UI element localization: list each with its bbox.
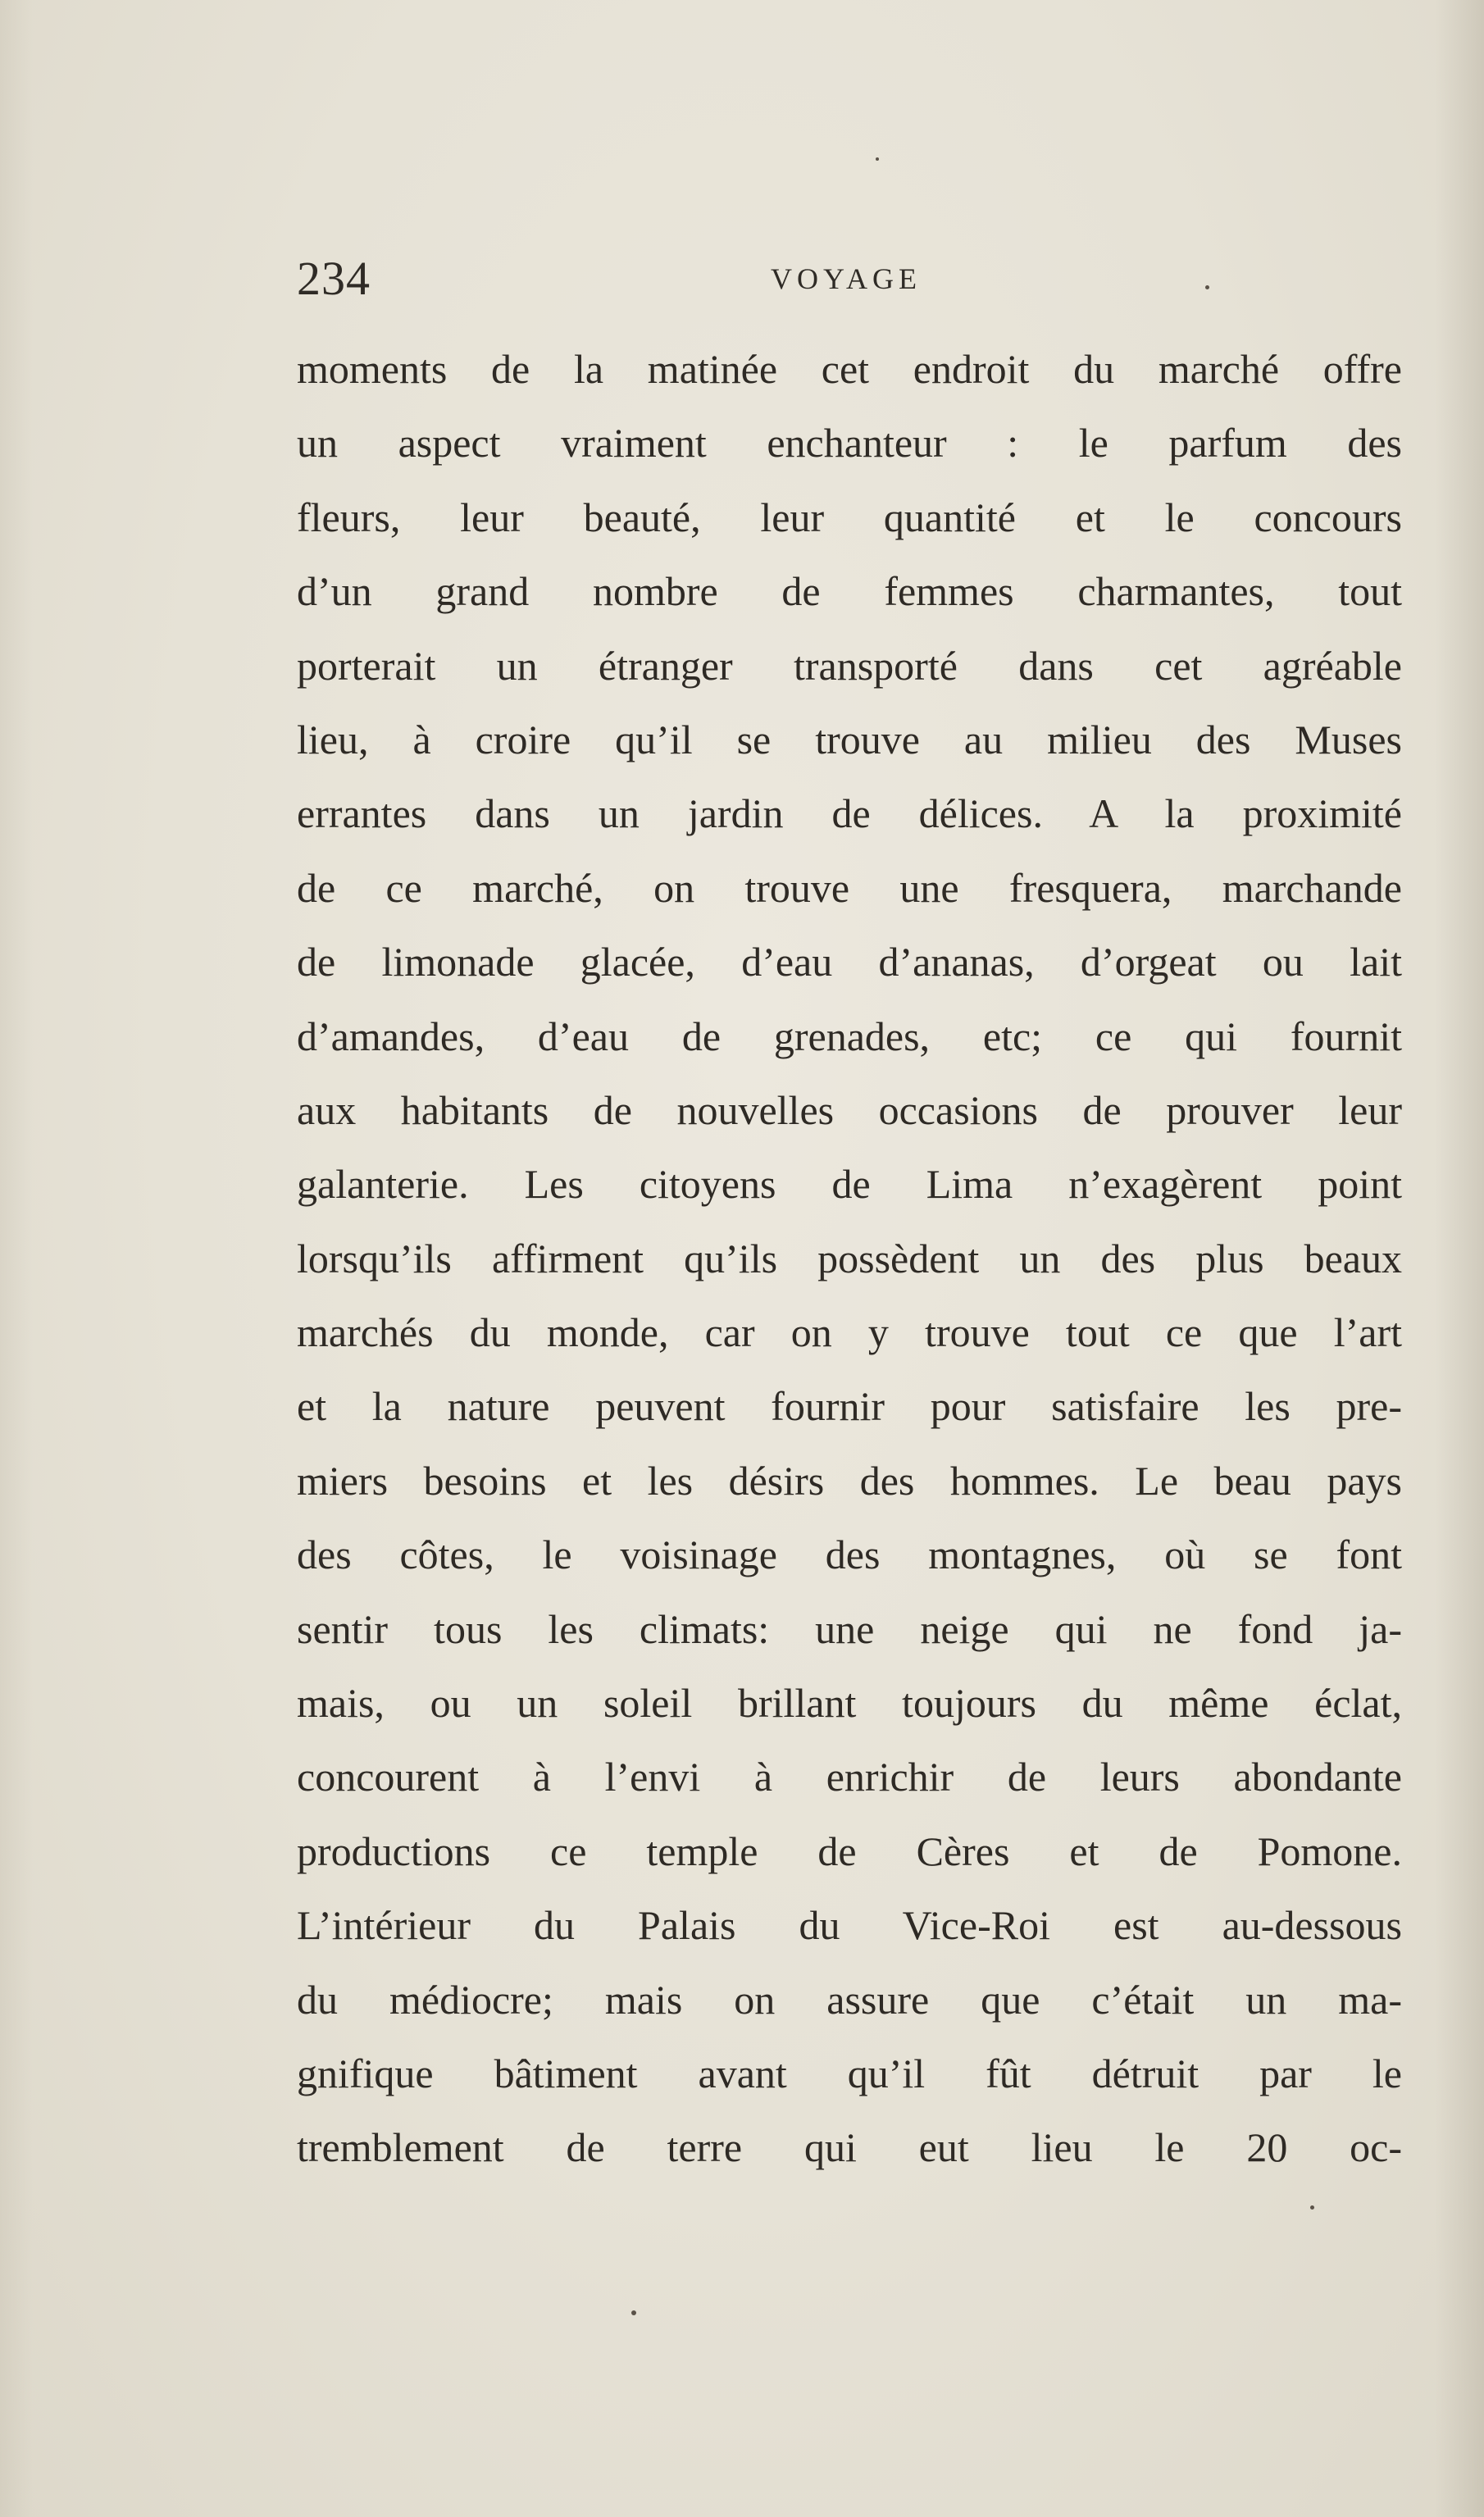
text-line: galanterie. Les citoyens de Lima n’exagèrent point bbox=[297, 1161, 1402, 1208]
running-head: VOYAGE bbox=[771, 262, 922, 295]
paper-speck bbox=[1205, 285, 1209, 289]
body-text bbox=[297, 332, 1402, 2185]
text-line: L’intérieur du Palais du Vice-Roi est au-dessous bbox=[297, 1902, 1402, 1949]
text-line: tremblement de terre qui eut lieu le 20 oc- bbox=[297, 2124, 1402, 2171]
text-line: aux habitants de nouvelles occasions de prouver leur bbox=[297, 1086, 1402, 1133]
paper-speck bbox=[876, 157, 879, 161]
text-line: sentir tous les climats: une neige qui ne fond ja- bbox=[297, 1605, 1402, 1652]
page-left-edge-shading bbox=[0, 0, 33, 2517]
paper-speck bbox=[1310, 2205, 1314, 2210]
text-line: errantes dans un jardin de délices. A la proximité bbox=[297, 790, 1402, 837]
text-line: et la nature peuvent fournir pour satisfaire les pre- bbox=[297, 1383, 1402, 1430]
page-header bbox=[297, 246, 1402, 312]
text-line: des côtes, le voisinage des montagnes, où se font bbox=[297, 1532, 1402, 1578]
text-line: d’un grand nombre de femmes charmantes, tout bbox=[297, 568, 1402, 615]
text-line: du médiocre; mais on assure que c’était un ma- bbox=[297, 1976, 1402, 2023]
text-line: fleurs, leur beauté, leur quantité et le concours bbox=[297, 494, 1402, 540]
text-line: porterait un étranger transporté dans cet agréable bbox=[297, 642, 1402, 689]
text-line: d’amandes, d’eau de grenades, etc; ce qui fournit bbox=[297, 1013, 1402, 1059]
text-line: mais, ou un soleil brillant toujours du même éclat, bbox=[297, 1680, 1402, 1727]
text-line: gnifique bâtiment avant qu’il fût détruit par le bbox=[297, 2050, 1402, 2096]
text-line: marchés du monde, car on y trouve tout ce que l’art bbox=[297, 1309, 1402, 1356]
text-line: concourent à l’envi à enrichir de leurs abondante bbox=[297, 1754, 1402, 1800]
text-line: lorsqu’ils affirment qu’ils possèdent un des plus beaux bbox=[297, 1235, 1402, 1281]
page-right-edge-shading bbox=[1435, 0, 1484, 2517]
text-line: de ce marché, on trouve une fresquera, marchande bbox=[297, 864, 1402, 911]
text-line: lieu, à croire qu’il se trouve au milieu des Muses bbox=[297, 716, 1402, 762]
text-line: de limonade glacée, d’eau d’ananas, d’orgeat ou lait bbox=[297, 939, 1402, 985]
text-line: moments de la matinée cet endroit du marché offre bbox=[297, 346, 1402, 392]
paper-speck bbox=[631, 2310, 636, 2315]
text-line: productions ce temple de Cères et de Pomone. bbox=[297, 1827, 1402, 1874]
text-line: miers besoins et les désirs des hommes. Le beau pays bbox=[297, 1457, 1402, 1504]
page-number: 234 bbox=[297, 252, 371, 305]
text-line: un aspect vraiment enchanteur : le parfum des bbox=[297, 420, 1402, 467]
